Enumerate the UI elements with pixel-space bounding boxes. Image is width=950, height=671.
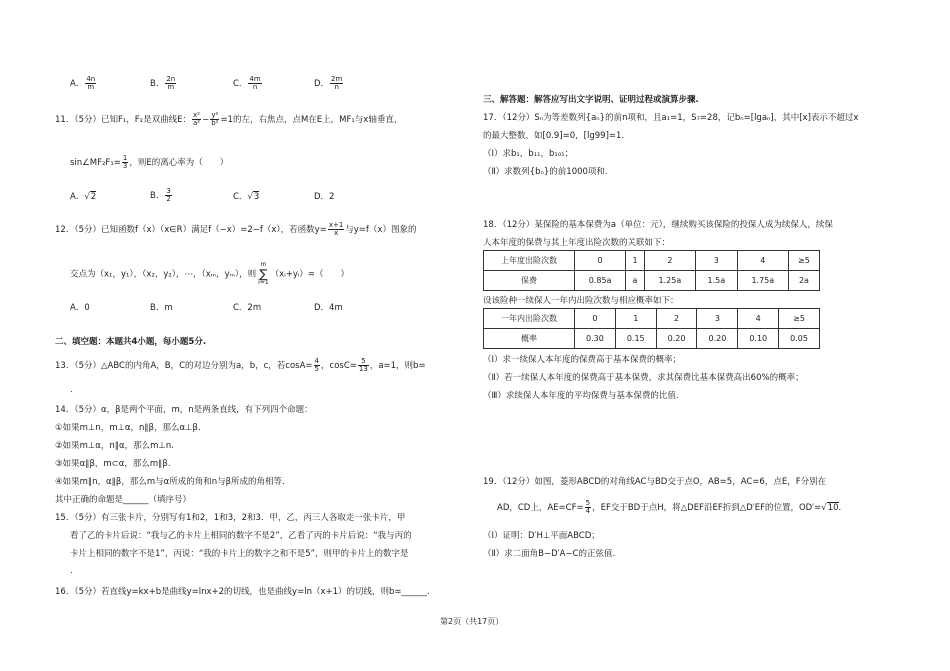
option-key: C． bbox=[233, 79, 248, 89]
q19-line2: AD，CD上，AE=CF= $\frac{5}{4}$ ，EF交于BD于点H，将△DEF沿EF折到△D′EF的位置，OD′=√10. bbox=[497, 499, 842, 515]
table-cell: 1.5a bbox=[695, 271, 737, 291]
q17-line1: 17．（12分）Sₙ为等差数列{aₙ}的前n项和，且a₁=1，S₇=28，记bₙ=[lgaₙ]，其中[x]表示不超过x bbox=[483, 113, 859, 123]
table-cell: 2 bbox=[644, 251, 695, 271]
numerator: 4 bbox=[314, 357, 320, 365]
q14-item-1: ①如果m⊥n，m⊥α，n∥β，那么α⊥β. bbox=[55, 423, 201, 433]
table-cell: 0.20 bbox=[697, 329, 738, 349]
q18-line1: 18．（12分）某保险的基本保费为a（单位：元），继续购买该保险的投保人成为续保人，续保 bbox=[483, 220, 833, 230]
option-key: A． bbox=[70, 192, 85, 202]
fraction bbox=[328, 222, 344, 237]
probability-table bbox=[483, 308, 820, 349]
q17-part2: （Ⅱ）求数列{bₙ}的前1000项和. bbox=[483, 167, 608, 177]
denominator: 3 bbox=[122, 162, 128, 170]
table-row bbox=[484, 329, 820, 349]
q13-tail: ，a=1，则b= bbox=[369, 361, 426, 371]
table-cell: 3 bbox=[695, 251, 737, 271]
table-cell: 0 bbox=[575, 309, 616, 329]
q17-part1: （Ⅰ）求b₁，b₁₁，b₁₀₁； bbox=[483, 149, 574, 159]
summation bbox=[258, 262, 269, 286]
table-cell: 1 bbox=[615, 309, 656, 329]
denominator: m bbox=[167, 83, 175, 91]
table-cell: 1.25a bbox=[644, 271, 695, 291]
table-cell: 0.85a bbox=[575, 271, 626, 291]
numerator: 3 bbox=[166, 187, 171, 195]
numerator: y² bbox=[211, 111, 219, 119]
table-row bbox=[484, 271, 820, 291]
q12-option-a: A．0 bbox=[70, 303, 90, 313]
table-cell: 0.30 bbox=[575, 329, 616, 349]
q16: 16．（5分）若直线y=kx+b是曲线y=lnx+2的切线，也是曲线y=ln（x+1）的切线，则b=______. bbox=[55, 587, 430, 597]
q12-question: （xᵢ+yᵢ）=（ ） bbox=[270, 269, 350, 280]
fraction bbox=[165, 188, 171, 203]
q15-line4: . bbox=[70, 566, 73, 576]
table-cell: 一年内出险次数 bbox=[484, 309, 575, 329]
q12-options bbox=[70, 301, 370, 315]
fraction bbox=[165, 76, 176, 91]
denominator: n bbox=[334, 83, 339, 91]
denominator: b² bbox=[211, 119, 219, 127]
table-row bbox=[484, 309, 820, 329]
q19-part1: （Ⅰ）证明：D′H⊥平面ABCD； bbox=[483, 531, 600, 541]
fraction bbox=[122, 155, 128, 170]
table-cell: 4 bbox=[737, 251, 788, 271]
q12-option-d: D．4m bbox=[314, 303, 343, 313]
q18-part3: （Ⅲ）求续保人本年度的平均保费与基本保费的比值. bbox=[483, 391, 679, 401]
q11-options bbox=[70, 188, 370, 208]
denominator: x bbox=[333, 229, 339, 237]
q10-option-d bbox=[314, 76, 344, 91]
q11-question: ，则E的离心率为（ ） bbox=[129, 158, 229, 168]
table-cell: ≥5 bbox=[788, 251, 819, 271]
q11-sin: sin∠MF₂F₁= bbox=[70, 158, 121, 168]
q19-fold: ，EF交于BD于点H，将△DEF沿EF折到△D′EF的位置，OD′= bbox=[592, 503, 822, 513]
q12-option-c: C．2m bbox=[233, 303, 262, 313]
fraction bbox=[314, 358, 320, 373]
denominator: 2 bbox=[166, 195, 171, 203]
option-key: D． bbox=[314, 79, 330, 89]
table-cell: ≥5 bbox=[779, 309, 820, 329]
table-cell: 3 bbox=[697, 309, 738, 329]
fraction bbox=[85, 76, 96, 91]
table-cell: 2 bbox=[656, 309, 697, 329]
table-cell: 0.05 bbox=[779, 329, 820, 349]
q14-item-2: ②如果m⊥α，n∥α，那么m⊥n. bbox=[55, 441, 174, 451]
q11-option-b bbox=[150, 188, 173, 203]
option-key: C． bbox=[233, 192, 248, 202]
q11-option-a: A．√2 bbox=[70, 192, 97, 202]
q14-item-4: ④如果m∥n，α∥β，那么m与α所成的角和n与β所成的角相等. bbox=[55, 477, 285, 487]
numerator: 1 bbox=[122, 154, 128, 162]
numerator: 5 bbox=[358, 358, 369, 366]
section-heading-solutions: 三、解答题：解答应写出文字说明、证明过程或演算步骤. bbox=[483, 95, 699, 105]
table-cell: 1.75a bbox=[737, 271, 788, 291]
radicand: 2 bbox=[90, 192, 97, 202]
q19-part2: （Ⅱ）求二面角B−D′A−C的正弦值. bbox=[483, 549, 616, 559]
q11-lead: 11．（5分）已知F₁，F₂是双曲线E： bbox=[55, 115, 191, 125]
table-cell: 概率 bbox=[484, 329, 575, 349]
q13-line2: . bbox=[70, 385, 73, 395]
fraction bbox=[248, 76, 261, 91]
premium-table bbox=[483, 250, 820, 291]
q18-line2: 人本年度的保费与其上年度出险次数的关联如下： bbox=[483, 238, 671, 248]
q12-line2 bbox=[70, 262, 349, 286]
q19-line1: 19．（12分）如图，菱形ABCD的对角线AC与BD交于点O，AB=5，AC=6，点E，F分别在 bbox=[483, 477, 827, 487]
option-key: B． bbox=[150, 191, 165, 201]
q13-line1 bbox=[55, 358, 426, 373]
denominator: n bbox=[252, 83, 258, 91]
q15-line1: 15．（5分）有三张卡片，分别写有1和2，1和3，2和3．甲，乙，丙三人各取走一张卡片，甲 bbox=[55, 513, 406, 523]
table-cell: 0.20 bbox=[656, 329, 697, 349]
denominator: a² bbox=[192, 119, 201, 127]
table-cell: 上年度出险次数 bbox=[484, 251, 575, 271]
q19-ae-cf: AD，CD上，AE=CF= bbox=[497, 503, 584, 513]
table-cell: 1 bbox=[626, 251, 645, 271]
fraction bbox=[330, 76, 343, 91]
table-cell: 4 bbox=[738, 309, 779, 329]
q12-lead: 12．（5分）已知函数f（x）（x∈R）满足f（−x）=2−f（x），若函数y= bbox=[55, 225, 327, 235]
denominator: 5 bbox=[314, 365, 320, 373]
q13-cosc: ，cosC= bbox=[321, 361, 357, 371]
q10-option-a bbox=[70, 76, 97, 91]
q18-part2: （Ⅱ）若一续保人本年度的保费高于基本保费，求其保费比基本保费高出60%的概率； bbox=[483, 373, 804, 383]
option-key: B． bbox=[150, 79, 165, 89]
q14-item-3: ③如果α∥β，m⊂α，那么m∥β. bbox=[55, 459, 171, 469]
table-cell: 0.15 bbox=[615, 329, 656, 349]
denominator: m bbox=[87, 83, 95, 91]
q18-part1: （Ⅰ）求一续保人本年度的保费高于基本保费的概率； bbox=[483, 355, 682, 365]
radicand: 10 bbox=[827, 503, 839, 513]
sum-upper: m bbox=[260, 261, 267, 268]
q14-stem: 14．（5分）α，β是两个平面，m，n是两条直线，有下列四个命题： bbox=[55, 405, 313, 415]
q12-option-b: B．m bbox=[150, 303, 173, 313]
q17-line2: 的最大整数，如[0.9]=0，[lg99]=1. bbox=[483, 131, 625, 141]
sigma-icon: ∑ bbox=[259, 267, 268, 281]
table-cell: 保费 bbox=[484, 271, 575, 291]
fraction bbox=[358, 358, 369, 373]
q10-option-c bbox=[233, 76, 263, 91]
table-cell: a bbox=[626, 271, 645, 291]
q15-line3: 卡片上相同的数字不是1”，丙说：“我的卡片上的数字之和不是5”，则甲的卡片上的数字是 bbox=[70, 549, 409, 559]
minus-sign: − bbox=[202, 115, 210, 125]
sum-lower: i=1 bbox=[258, 279, 269, 286]
denominator: 4 bbox=[585, 507, 591, 515]
fraction bbox=[210, 112, 219, 127]
q11-option-c: C．√3 bbox=[233, 192, 260, 202]
q14-prompt: 其中正确的命题是______（填序号） bbox=[55, 495, 192, 505]
table-cell: 0 bbox=[575, 251, 626, 271]
period: . bbox=[838, 503, 842, 513]
radicand: 3 bbox=[253, 192, 260, 202]
fraction bbox=[192, 112, 201, 127]
table-row bbox=[484, 251, 820, 271]
q15-line2: 看了乙的卡片后说：“我与乙的卡片上相同的数字不是2”，乙看了丙的卡片后说：“我与丙的 bbox=[70, 531, 412, 541]
denominator: 13 bbox=[358, 365, 368, 373]
table-cell: 2a bbox=[788, 271, 819, 291]
numerator: 2n bbox=[166, 75, 176, 83]
q18-mid: 设该险种一续保人一年内出险次数与相应概率如下： bbox=[483, 296, 679, 306]
numerator: 4m bbox=[249, 75, 261, 83]
q12-intersections: 交点为（x₁，y₁），（x₂，y₂），⋯，（xₘ，yₘ），则 bbox=[70, 269, 257, 280]
q11-line1 bbox=[55, 112, 402, 127]
q13-lead: 13．（5分）△ABC的内角A，B，C的对边分别为a，b，c，若cosA= bbox=[55, 361, 313, 371]
q11-tail: =1的左，右焦点，点M在E上，MF₁与x轴垂直， bbox=[220, 115, 403, 125]
section-heading-fill-in: 二、填空题：本题共4小题，每小题5分. bbox=[55, 337, 207, 347]
numerator: 5 bbox=[585, 499, 591, 507]
table-cell: 0.10 bbox=[738, 329, 779, 349]
q12-tail: 与y=f（x）图象的 bbox=[345, 225, 417, 235]
numerator: x+1 bbox=[328, 221, 344, 229]
q11-option-d: D．2 bbox=[314, 192, 335, 202]
numerator: x² bbox=[193, 111, 200, 119]
numerator: 4n bbox=[86, 75, 96, 83]
q10-option-b bbox=[150, 76, 177, 91]
q12-line1 bbox=[55, 222, 416, 237]
page-footer: 第2页（共17页） bbox=[440, 617, 504, 626]
option-key: A． bbox=[70, 79, 85, 89]
numerator: 2m bbox=[331, 75, 343, 83]
fraction bbox=[585, 500, 591, 515]
q11-line2 bbox=[70, 155, 228, 170]
